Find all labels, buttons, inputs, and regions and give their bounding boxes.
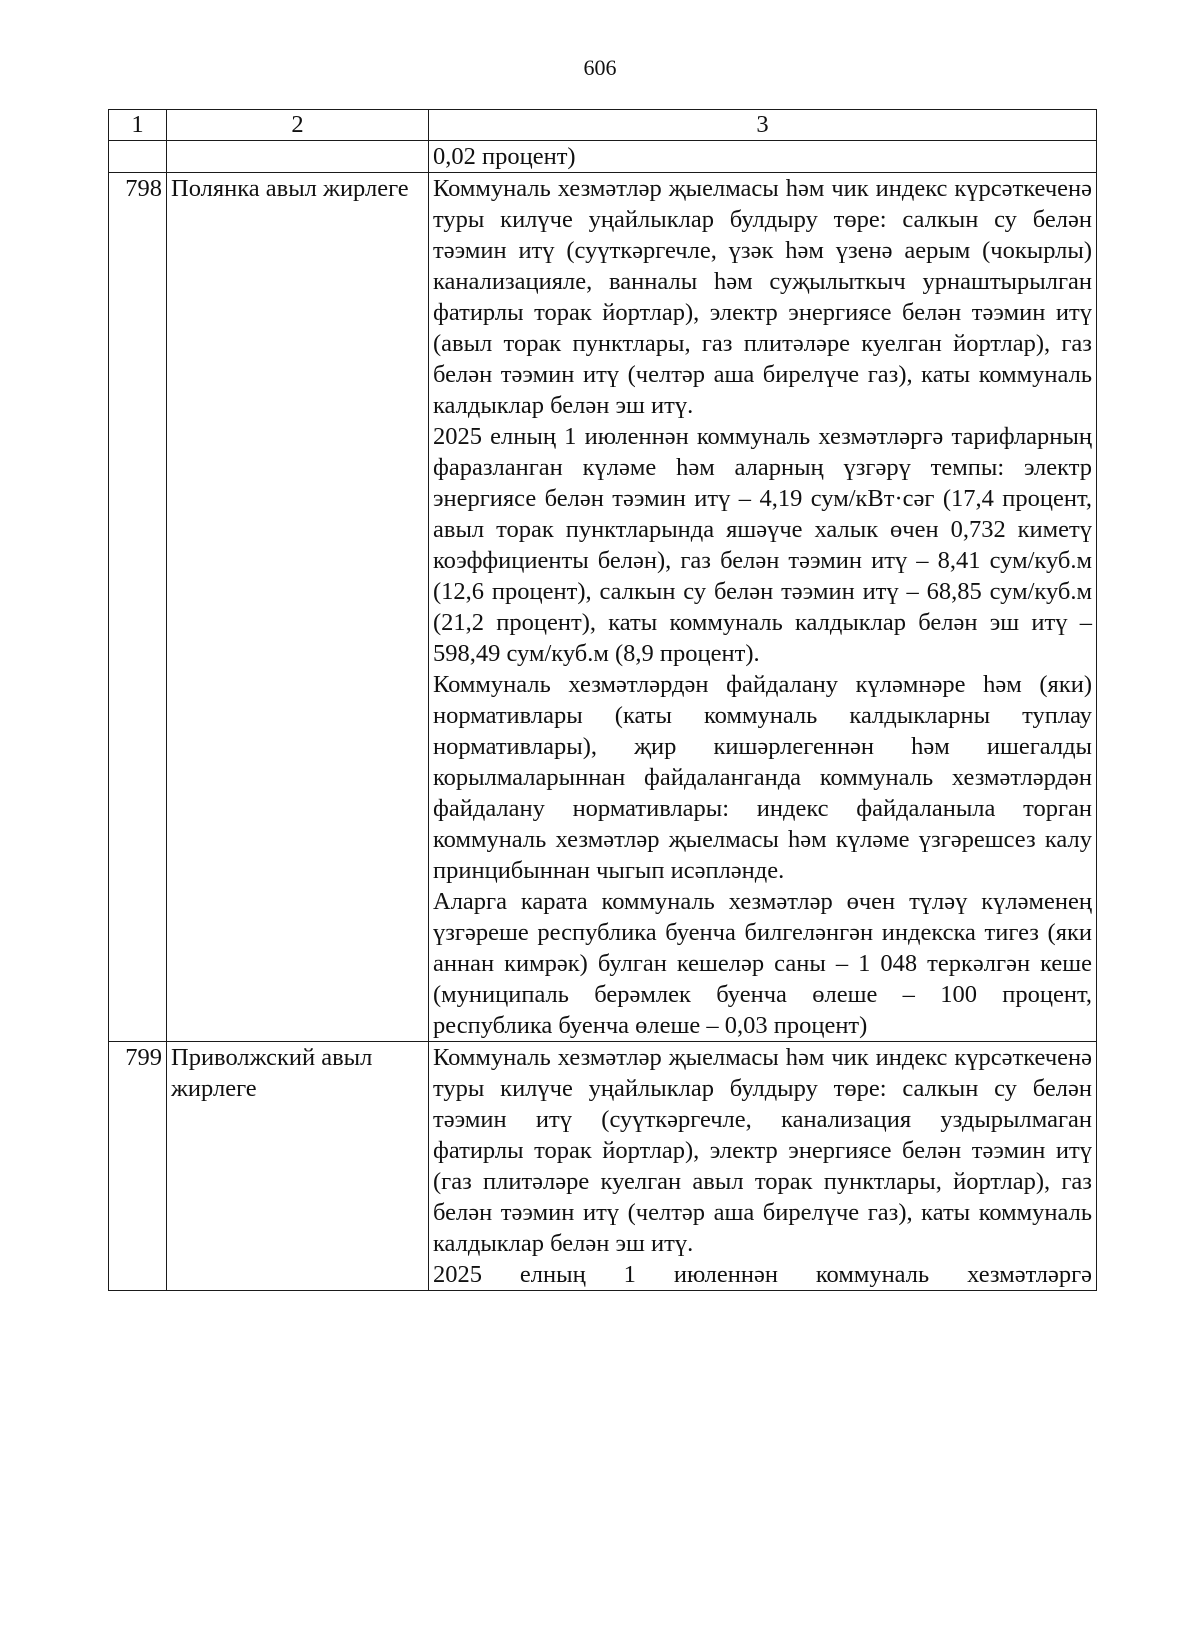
settlement-name: Полянка авыл жирлеге — [167, 173, 429, 1042]
table-header-row — [109, 110, 1097, 141]
paragraph-continued: 2025 елның 1 июленнән коммуналь хезмәтләргә — [433, 1261, 1092, 1288]
paragraph: Аларга карата коммуналь хезмәтләр өчен түләү күләменең үзгәреше республика буенча билгеләнгән индекска тигез (яки аннан кимрәк) булган кешеләр саны – 1 048 теркәлгән кеше (муниципаль берәмлек буенча өлеше – 100 процент, республика буенча өлеше – 0,03 процент) — [433, 888, 1092, 1039]
row-number: 798 — [109, 173, 167, 1042]
column-header-3: 3 — [429, 110, 1097, 141]
column-header-1: 1 — [109, 110, 167, 141]
paragraph: Коммуналь хезмәтләр җыелмасы һәм чик индекс күрсәткеченә туры килүче уңайлыклар булдыру төре: салкын су белән тәэмин итү (суүткәргечле, үзәк һәм үзенә аерым (чокырлы) канализацияле, ванналы һәм суҗылыткыч урнаштырылган фатирлы торак йортлар), электр энергиясе белән тәэмин итү (авыл торак пунктлары, газ плитәләре куелган йортлар), газ белән тәэмин итү (челтәр аша бирелүче газ), каты коммуналь калдыклар белән эш итү. — [433, 175, 1092, 419]
empty-cell — [167, 141, 429, 173]
paragraph: Коммуналь хезмәтләрдән файдалану күләмнәре һәм (яки) нормативлары (каты коммуналь калдыкларны туплау нормативлары), җир кишәрлегеннән һәм ишегалды корылмаларыннан файдаланганда коммуналь хезмәтләрдән файдалану нормативлары: индекс файдаланыла торган коммуналь хезмәтләр җыелмасы һәм күләме үзгәрешсез калу принцибыннан чыгып исәпләнде. — [433, 671, 1092, 884]
paragraph: 2025 елның 1 июленнән коммуналь хезмәтләргә тарифларның фаразланган күләме һәм аларның үзгәрү темпы: электр энергиясе белән тәэмин итү – 4,19 сум/кВт·сәг (17,4 процент, авыл торак пунктларында яшәүче халык өчен 0,732 киметү коэффициенты белән), газ белән тәэмин итү – 8,41 сум/куб.м (12,6 процент), салкын су белән тәэмин итү – 68,85 сум/куб.м (21,2 процент), каты коммуналь калдыклар белән эш итү – 598,49 сум/куб.м (8,9 процент). — [433, 423, 1092, 667]
tariff-table — [108, 109, 1097, 1291]
description-cell — [429, 173, 1097, 1042]
table-row — [109, 1042, 1097, 1291]
page-number: 606 — [583, 55, 617, 80]
row-number: 799 — [109, 1042, 167, 1291]
table-row — [109, 173, 1097, 1042]
column-header-2: 2 — [167, 110, 429, 141]
continuation-text: 0,02 процент) — [429, 141, 1097, 173]
continuation-row — [109, 141, 1097, 173]
paragraph: Коммуналь хезмәтләр җыелмасы һәм чик индекс күрсәткеченә туры килүче уңайлыклар булдыру төре: салкын су белән тәэмин итү (суүткәргечле, канализация уздырылмаган фатирлы торак йортлар), электр энергиясе белән тәэмин итү (газ плитәләре куелган авыл торак пунктлары, йортлар), газ белән тәэмин итү (челтәр аша бирелүче газ), каты коммуналь калдыклар белән эш итү. — [433, 1044, 1092, 1257]
description-cell — [429, 1042, 1097, 1291]
empty-cell — [109, 141, 167, 173]
settlement-name: Приволжский авыл жирлеге — [167, 1042, 429, 1291]
